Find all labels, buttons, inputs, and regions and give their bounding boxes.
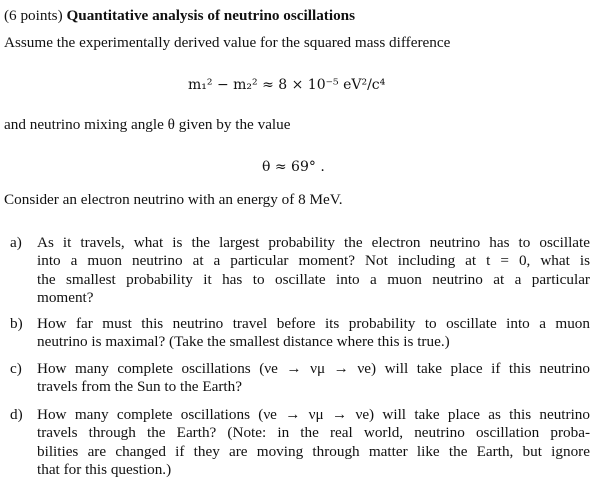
mixing-angle-text: and neutrino mixing angle θ given by the value — [4, 116, 291, 133]
question-text — [37, 234, 590, 307]
intro-text: Assume the experimentally derived value for the squared mass difference — [4, 34, 451, 51]
question-line: As it travels, what is the largest probability the electron neutrino has to oscillate — [37, 234, 590, 251]
consider-text: Consider an electron neutrino with an energy of 8 MeV. — [4, 191, 343, 208]
question-text — [37, 406, 590, 479]
question-line: into a muon neutrino at a particular moment? Not including at t = 0, what is — [37, 252, 590, 270]
question-line: that for this question.) — [37, 460, 172, 478]
question-label: d) — [10, 406, 23, 423]
question-line: travels from the Sun to the Earth? — [37, 378, 242, 396]
problem-header — [4, 7, 355, 25]
question-line: the smallest probability it has to oscillate into a muon neutrino at a particular — [37, 270, 590, 288]
question-line: How many complete oscillations (νe → νμ → νe) will take place if this neutrino — [37, 360, 590, 377]
problem-title: Quantitative analysis of neutrino oscillations — [66, 7, 356, 24]
question-text — [37, 360, 590, 397]
mass-difference-equation: m₁² − m₂² ≈ 8 × 10⁻⁵ eV²/c⁴ — [188, 77, 386, 93]
question-text — [37, 315, 590, 352]
question-label: b) — [10, 315, 23, 332]
question-line: bilities are changed if they are moving through matter like the Earth, but ignore — [37, 442, 590, 460]
question-line: How many complete oscillations (νe → νμ → νe) will take place as this neutrino — [37, 406, 590, 423]
question-label: a) — [10, 234, 22, 251]
question-line: travels through the Earth? (Note: in the real world, neutrino oscillation proba- — [37, 424, 590, 442]
question-line: moment? — [37, 288, 94, 306]
question-line: neutrino is maximal? (Take the smallest distance where this is true.) — [37, 333, 450, 351]
question-label: c) — [10, 360, 22, 377]
mixing-angle-equation: θ ≈ 69° . — [262, 159, 325, 175]
question-line: How far must this neutrino travel before its probability to oscillate into a muon — [37, 315, 590, 332]
points-label: (6 points) — [4, 7, 63, 24]
